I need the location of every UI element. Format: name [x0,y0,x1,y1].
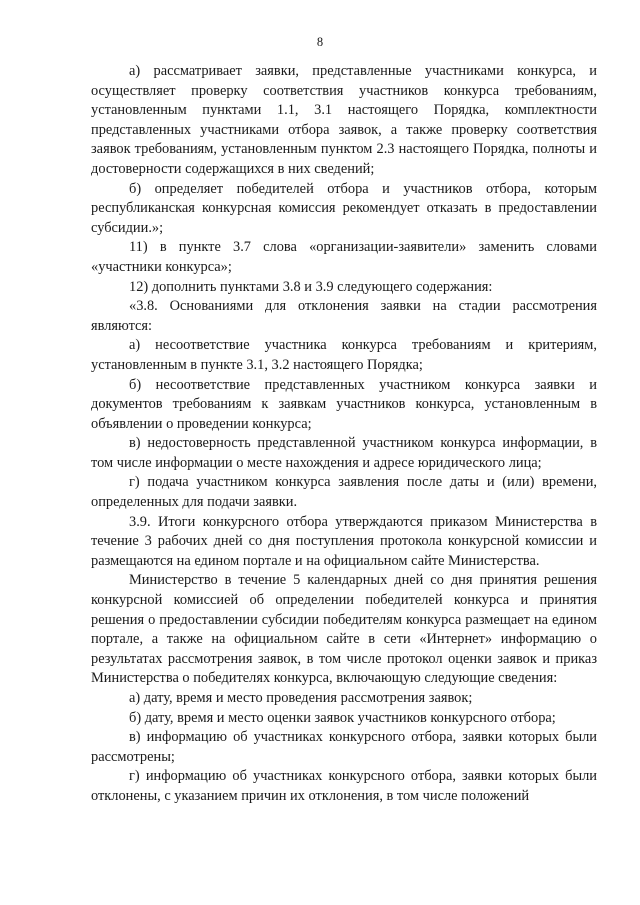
paragraph-3-8-g: г) подача участником конкурса заявления после даты и (или) времени, определенных для подачи заявки. [91,474,597,511]
paragraph-ministry-publication: Министерство в течение 5 календарных дней со дня принятия решения конкурсной комиссией об определении победителей конкурса и принятия решения о предоставлении субсидии победителям конкурса размещает на едином портале, а также на официальном сайте в сети «Интернет» информацию о результатах рассмотрения заявок, в том числе протокол оценки заявок и приказ Министерства о победителях конкурса, включающую следующие сведения: [91,572,597,687]
paragraph-info-g: г) информацию об участниках конкурсного отбора, заявки которых были отклонены, с указанием причин их отклонения, в том числе положений [91,768,597,804]
paragraph-info-v: в) информацию об участниках конкурсного отбора, заявки которых были рассмотрены; [91,729,597,765]
paragraph-3-8-b: б) несоответствие представленных участником конкурса заявки и документов требованиям к заявкам участников конкурса, установленным в объявлении о проведении конкурса; [91,376,597,432]
paragraph-3-8-a: а) несоответствие участника конкурса требованиям и критериям, установленным в пункте 3.1, 3.2 настоящего Порядка; [91,337,597,373]
paragraph-a-review: а) рассматривает заявки, представленные участниками конкурса, и осуществляет проверку соответствия участников конкурса требованиям, установленным пунктами 1.1, 3.1 настоящего Порядка, комплектности представленных участниками отбора заявок, а также проверку соответствия заявок требованиям, установленным пунктом 2.3 настоящего Порядка, полноты и достоверности содержащихся в них сведений; [91,63,597,177]
document-body [91,62,597,807]
paragraph-info-a: а) дату, время и место проведения рассмотрения заявок; [129,690,473,706]
paragraph-3-8-v: в) недостоверность представленной участником конкурса информации, в том числе информации о месте нахождения и адресе юридического лица; [91,435,597,471]
paragraph-11-amendment: 11) в пункте 3.7 слова «организации-заявители» заменить словами «участники конкурса»; [91,239,597,275]
paragraph-3-9: 3.9. Итоги конкурсного отбора утверждаются приказом Министерства в течение 3 рабочих дней со дня поступления протокола конкурсной комиссии и размещаются на едином портале и на официальном сайте Министерства. [91,513,597,569]
paragraph-b-winners: б) определяет победителей отбора и участников отбора, которым республиканская конкурсная комиссия рекомендует отказать в предоставлении субсидии.»; [91,180,597,236]
paragraph-12-amendment: 12) дополнить пунктами 3.8 и 3.9 следующего содержания: [129,278,493,295]
paragraph-3-8-intro: «3.8. Основаниями для отклонения заявки на стадии рассмотрения являются: [91,298,597,334]
page-number: 8 [316,35,324,49]
paragraph-info-b: б) дату, время и место оценки заявок участников конкурсного отбора; [129,709,556,726]
